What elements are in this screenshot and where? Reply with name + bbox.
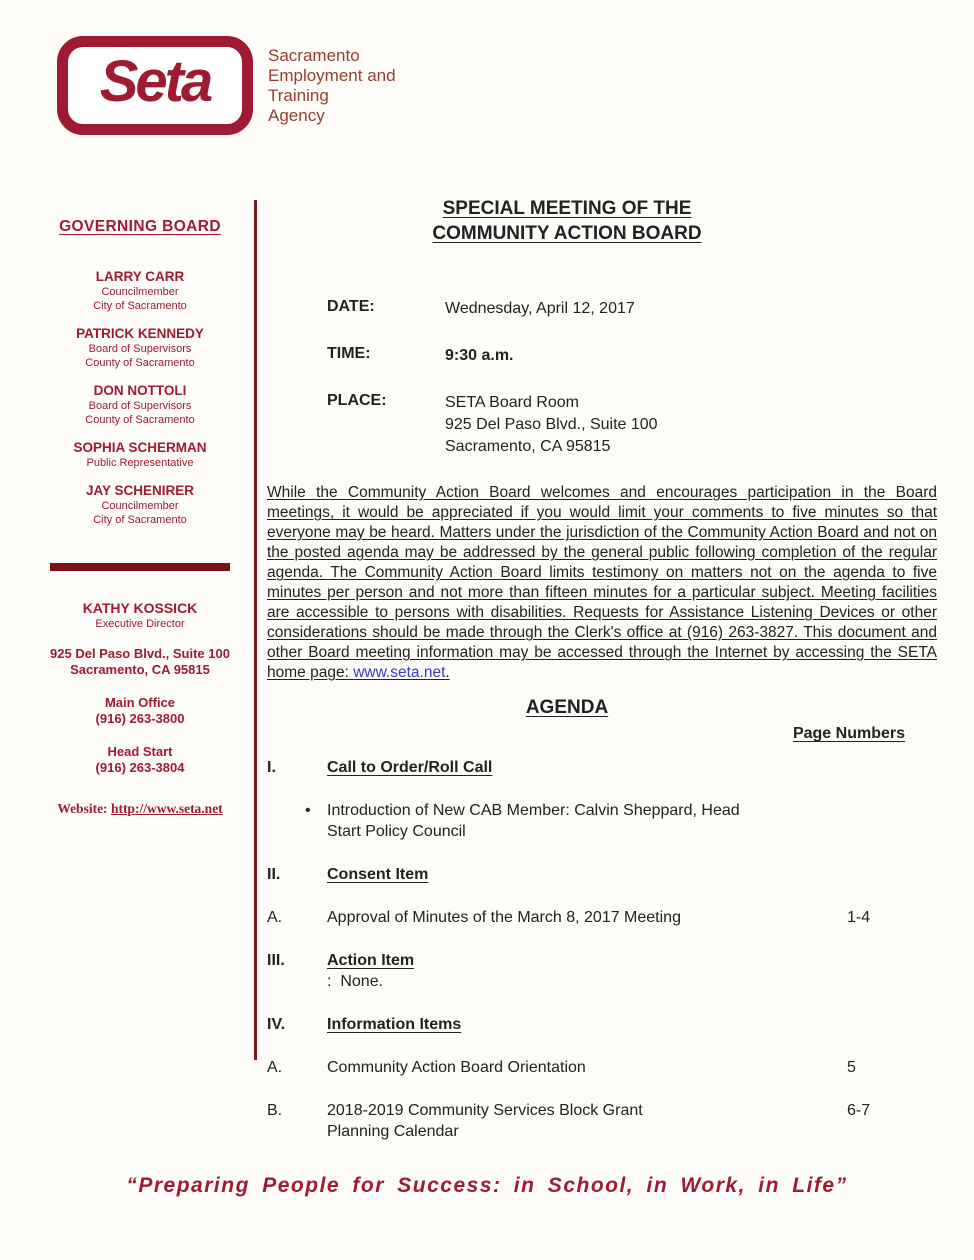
public-participation-notice (267, 483, 937, 683)
agenda-item-minutes-approval (267, 907, 937, 928)
time-value: 9:30 a.m. (445, 347, 514, 364)
main-office-label: Main Office (104, 695, 176, 710)
executive-director-title: Executive Director (95, 618, 185, 630)
page-title-line: COMMUNITY ACTION BOARD (432, 223, 702, 244)
notice-text: While the Community Action Board welcomes and encourages participation in the Board meetings, it would be appreciated if you would limit your comments to five minutes so that everyone may be heard. Matters under the jurisdiction of the Community Action Board and not on the posted agenda may be addressed by the general public following completion of the regular agenda. The Community Action Board limits testimony on matters not on the agenda to five minutes per person and not more than fifteen minutes for a particular subject. Meeting facilities are accessible to persons with disabilities. Requests for Assistance Listening Devices or other considerations should be made through the Clerk's office at (916) 263-3827. This document and other Board meeting information may be accessed through the Internet by accessing the SETA home page: (267, 484, 937, 681)
agenda-item-heading: Information Items (327, 1016, 462, 1033)
board-member-role: Public Representative (86, 457, 194, 469)
board-member-name: LARRY CARR (95, 269, 185, 284)
agenda-item-call-to-order (267, 757, 937, 778)
agenda-item-pages (847, 950, 937, 992)
place-value (445, 392, 658, 458)
board-member (40, 325, 240, 370)
agenda-item-text-line: Planning Calendar (327, 1123, 459, 1140)
board-member (40, 439, 240, 470)
page-title (267, 196, 867, 246)
agenda-item-pages: 6-7 (847, 1102, 871, 1119)
agenda-item-pages (847, 757, 937, 778)
main-content (267, 196, 937, 1164)
board-member-role: County of Sacramento (85, 357, 195, 369)
date-label: DATE: (327, 298, 375, 315)
agenda-item-heading: Consent Item (327, 866, 429, 883)
agenda-item-pages (847, 864, 937, 885)
board-member (40, 382, 240, 427)
executive-director (40, 599, 240, 631)
board-member-name: PATRICK KENNEDY (76, 326, 204, 341)
agenda-item-letter: B. (267, 1102, 283, 1119)
board-member-role: City of Sacramento (93, 514, 187, 526)
agency-name-line: Training (268, 86, 329, 105)
agenda-heading: AGENDA (525, 697, 609, 718)
agency-name (268, 46, 396, 126)
agenda-item-information (267, 1014, 937, 1035)
meeting-date-row (327, 298, 937, 320)
agenda-item-number: III. (267, 952, 285, 969)
website-label: Website: (57, 801, 108, 816)
agency-address (40, 646, 240, 678)
governing-board-heading: GOVERNING BOARD (59, 218, 221, 235)
agenda-item-new-cab-member (267, 800, 937, 842)
seta-homepage-link[interactable]: www.seta.net (353, 664, 446, 681)
executive-director-name: KATHY KOSSICK (82, 600, 198, 616)
agenda-item-number: IV. (267, 1016, 286, 1033)
agency-name-line: Sacramento (268, 46, 360, 65)
head-start-contact (40, 744, 240, 776)
board-member-role: Board of Supervisors (88, 400, 192, 412)
agenda-item-text-line: Introduction of New CAB Member: Calvin Sheppard, Head (327, 802, 740, 819)
head-start-label: Head Start (107, 744, 173, 759)
agenda-item-cab-orientation (267, 1057, 937, 1078)
motto-tagline: “Preparing People for Success: in School, in Work, in Life” (126, 1174, 848, 1197)
agenda-item-text-line: Community Action Board Orientation (327, 1059, 586, 1076)
agenda-item-letter: A. (267, 909, 283, 926)
meeting-place-row (327, 392, 937, 458)
agenda-item-consent (267, 864, 937, 885)
sidebar-divider-bar (50, 563, 230, 571)
main-office-contact (40, 695, 240, 727)
notice-text-end: . (445, 664, 450, 681)
board-member-name: SOPHIA SCHERMAN (73, 440, 207, 455)
page-numbers-label: Page Numbers (792, 725, 905, 742)
agenda-item-text-line: Start Policy Council (327, 823, 466, 840)
agenda-item-heading: Action Item (327, 952, 415, 969)
bullet-icon: • (305, 802, 311, 819)
seta-logo (57, 36, 253, 135)
agenda-item-action (267, 950, 937, 992)
place-label: PLACE: (327, 392, 387, 409)
board-member-role: Councilmember (101, 286, 179, 298)
agenda-item-letter: A. (267, 1059, 283, 1076)
agenda-item-number: I. (267, 759, 276, 776)
place-value-line: Sacramento, CA 95815 (445, 438, 611, 455)
website-link[interactable]: http://www.seta.net (110, 801, 223, 816)
board-member (40, 482, 240, 527)
vertical-divider-line (254, 200, 257, 1060)
meeting-info (327, 298, 937, 458)
agenda-item-heading: Call to Order/Roll Call (327, 759, 493, 776)
date-value: Wednesday, April 12, 2017 (445, 300, 635, 317)
agenda-item-text-line: Approval of Minutes of the March 8, 2017 Meeting (327, 909, 681, 926)
agenda-item-csbg-calendar (267, 1100, 937, 1142)
board-member-role: Board of Supervisors (88, 343, 192, 355)
agenda-list (267, 757, 937, 1142)
board-member-name: JAY SCHENIRER (85, 483, 195, 498)
governing-board-sidebar (40, 218, 240, 817)
head-start-phone: (916) 263-3804 (95, 760, 185, 775)
agenda-item-pages: 5 (847, 1059, 856, 1076)
agenda-item-number: II. (267, 866, 281, 883)
page-title-line: SPECIAL MEETING OF THE (442, 198, 692, 219)
agenda-item-pages: 1-4 (847, 909, 871, 926)
agency-name-line: Agency (268, 106, 325, 125)
seta-logo-text: Seta (99, 48, 211, 114)
board-member-role: County of Sacramento (85, 414, 195, 426)
board-member (40, 268, 240, 313)
main-office-phone: (916) 263-3800 (95, 711, 185, 726)
agency-address-line: Sacramento, CA 95815 (70, 662, 210, 677)
board-member-role: Councilmember (101, 500, 179, 512)
agenda-item-text-line: 2018-2019 Community Services Block Grant (327, 1102, 643, 1119)
meeting-time-row (327, 345, 937, 367)
board-member-role: City of Sacramento (93, 300, 187, 312)
agenda-item-suffix: : None. (327, 973, 384, 990)
agency-name-line: Employment and (268, 66, 396, 85)
place-value-line: 925 Del Paso Blvd., Suite 100 (445, 416, 658, 433)
website-line (40, 801, 240, 817)
time-label: TIME: (327, 345, 371, 362)
agency-address-line: 925 Del Paso Blvd., Suite 100 (50, 646, 230, 661)
place-value-line: SETA Board Room (445, 394, 579, 411)
board-member-name: DON NOTTOLI (93, 383, 187, 398)
agenda-item-pages (847, 1014, 937, 1035)
